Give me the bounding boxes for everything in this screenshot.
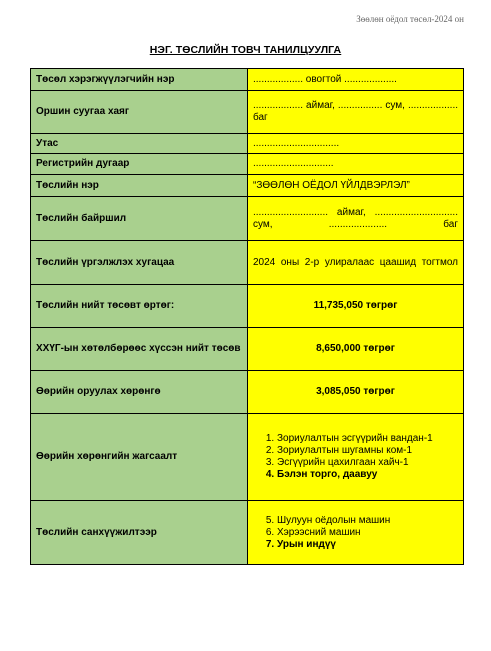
table-row [31,241,464,285]
table-row [31,175,464,197]
duration-label: Төслийн үргэлжлэх хугацаа [31,241,248,285]
phone-value: ............................... [248,134,464,154]
register-value: ............................. [248,154,464,175]
document-title: НЭГ. ТӨСЛИЙН ТОВЧ ТАНИЛЦУУЛГА [149,44,342,56]
location-label: Төслийн байршил [31,197,248,241]
project-summary-table [30,68,464,565]
funding-value [248,501,464,565]
fund-cost-value: 8,650,000 төгрөг [248,328,464,371]
table-row [31,154,464,175]
own-assets-value: 3,085,050 төгрөг [248,371,464,414]
list-item: 6. Хэрээсний машин [277,527,458,539]
table-row [31,197,464,241]
table-row [31,371,464,414]
address-label: Оршин суугаа хаяг [31,91,248,134]
total-cost-value: 11,735,050 төгрөг [248,285,464,328]
total-cost-label: Төслийн нийт төсөвт өртөг: [31,285,248,328]
header-note: Зөөлөн оёдол төсөл-2024 он [356,14,464,24]
fund-cost-label: ХХҮГ-ын хөтөлбөрөөс хүссэн нийт төсөв [31,328,248,371]
table-row [31,328,464,371]
asset-list-label: Өөрийн хөрөнгийн жагсаалт [31,414,248,501]
table-row [31,69,464,91]
funding-label: Төслийн санхүүжилтээр [31,501,248,565]
own-assets-label: Өөрийн оруулах хөрөнгө [31,371,248,414]
list-item: 1. Зориулалтын эсгүүрийн вандан-1 [277,433,458,445]
list-item: 4. Бэлэн торго, даавуу [277,469,458,481]
list-item: 3. Эсгүүрийн цахилгаан хайч-1 [277,457,458,469]
funding-list [253,515,458,551]
project-name-value: “ЗӨӨЛӨН ОЁДОЛ ҮЙЛДВЭРЛЭЛ” [248,175,464,197]
applicant-label: Төсөл хэрэгжүүлэгчийн нэр [31,69,248,91]
table-row [31,285,464,328]
phone-label: Утас [31,134,248,154]
table-row [31,91,464,134]
location-value: ........................... аймаг, .............................. сум, ..................... баг [248,197,464,241]
list-item: 2. Зориулалтын шугамны ком-1 [277,445,458,457]
asset-list-value [248,414,464,501]
table-row [31,134,464,154]
table-row [31,414,464,501]
list-item: 7. Урын индүү [277,539,458,551]
project-name-label: Төслийн нэр [31,175,248,197]
address-value: .................. аймаг, ................ сум, .................. баг [248,91,464,134]
applicant-value: .................. овогтой ................... [248,69,464,91]
duration-value: 2024 оны 2-р улиралаас цаашид тогтмол [248,241,464,285]
list-item: 5. Шулуун оёдолын машин [277,515,458,527]
asset-list [253,433,458,481]
register-label: Регистрийн дугаар [31,154,248,175]
table-row [31,501,464,565]
